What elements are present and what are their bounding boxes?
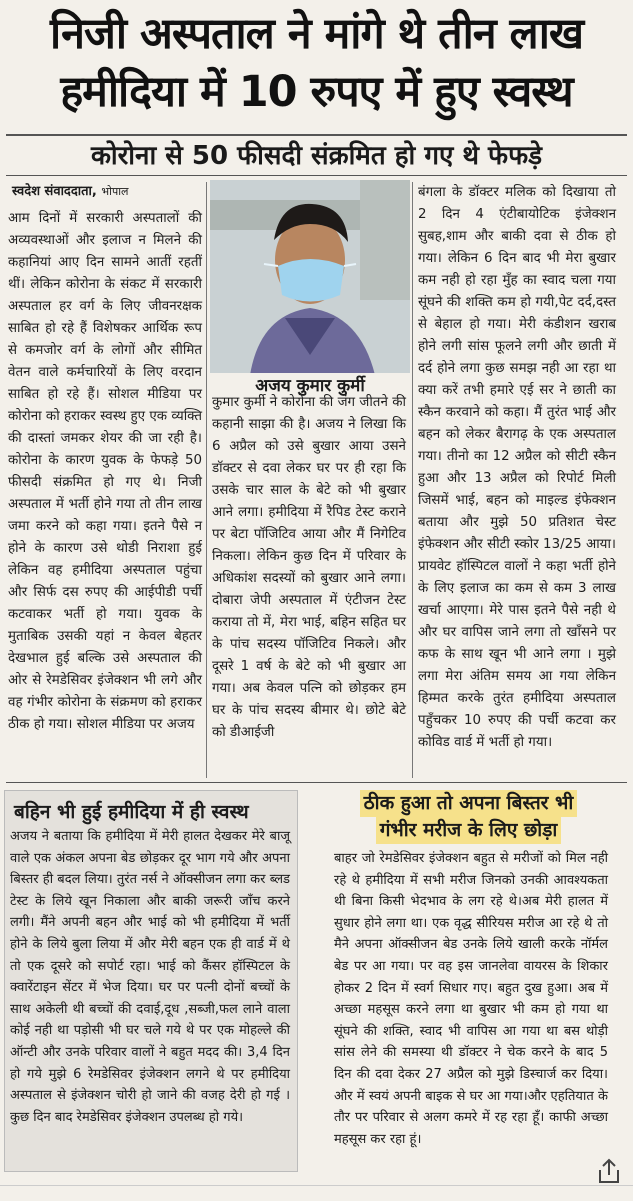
box2-body: बाहर जो रेमडेसिवर इंजेक्शन बहुत से मरीजों को मिल नही रहे थे हमीदिया में सभी मरीज जिनको उनकी आवश्यकता थी बिना किसी भेदभाव के लग रहे थे।अब मेरी हालत में सुधार होने लगा था। एक वृद्ध सीरियस मरीज आ रहे थे तो मैने अपना ऑक्सीजन बेड उनके लिये खाली करके नॉर्मल बेड पर आ गया। पर वह इस जानलेवा वायरस के शिकार होकर 2 दिन में स्वर्ग सिधार गए। बहुत दुख हुआ। अब में अच्छा महसूस करने लगा था बुखार भी कम हो गया था सूंघने की शक्ति, स्वाद भी वापिस आ गया था बस थोड़ी सांस लेने की समस्या थी डॉक्टर ने चेक करने के बाद 5 दिन की दवा देकर 27 अप्रैल को मुझे डिस्चार्ज कर दिया।और में स्वयं अपनी बाइक से घर आ गया।और एहतियात के तौर पर परिवार से अलग कमरे में रह रहा हूँ। काफी अच्छा महसूस कर रहा हूं।: [334, 851, 608, 1147]
headline-line1: निजी अस्पताल ने मांगे थे तीन लाख: [49, 9, 584, 59]
box2-title: [316, 790, 621, 844]
photo-caption: अजय कुमार कुर्मी: [210, 373, 410, 393]
deck-subheadline: कोरोना से 50 फीसदी संक्रमित हो गए थे फेफड़े: [90, 141, 543, 171]
share-icon-glyph: [594, 1157, 624, 1185]
headline-line2: हमीदिया में 10 रुपए में हुए स्वस्थ: [60, 67, 573, 117]
byline: [12, 181, 129, 199]
box2-title-line1: ठीक हुआ तो अपना बिस्तर भी: [360, 790, 578, 817]
portrait-photo: [210, 180, 410, 375]
portrait-illustration: [210, 180, 410, 375]
article-column-1: आम दिनों में सरकारी अस्पतालों की अव्यवस्थाओं और इलाज न मिलने की कहानियां आए दिन सामने आतीं रहतीं थीं। लेकिन कोरोना के संकट में सरकारी अस्पताल हर वर्ग के लिए जीवनरक्षक साबित हो रहे हैं विशेषकर आर्थिक रूप से कमजोर वर्ग के लोगों और सीमित वेतन वाले कर्मचारियों के लिए वरदान साबित हो रहे हैं। सोशल मीडिया पर कोरोना को हराकर स्वस्थ हुए एक व्यक्ति की दास्तां जमकर शेयर की जा रही है। कोरोना के कारण युवक के फेफड़े 50 फीसदी संक्रमित हो गए थे। निजी अस्पताल में भर्ती होने गया तो तीन लाख जमा करने को कहा गया। इतने पैसे न होने के कारण उसे थोडी निराशा हुई लेकिन वह हमीदिया अस्पताल पहुंचा और सिर्फ दस रुपए की आईपीडी पर्ची कटवाकर भर्ती हो गया। युवक के मुताबिक उसकी यहां न केवल बेहतर देखभाल हुई बल्कि उसे अस्पताल की ओर से रेमडेसिवर इंजेक्शन भी लगे और वह गंभीर कोरोना के संक्रमण को हराकर ठीक हो गया। सोशल मीडिया पर अजय: [8, 211, 202, 732]
divider: [6, 175, 627, 176]
divider: [6, 782, 627, 783]
article-column-2: कुमार कुर्मी ने कोरोना की जंग जीतने की कहानी साझा की है। अजय ने लिखा कि 6 अप्रैल को उसे बुखार आया उसने डॉक्टर से दवा लेकर घर पर ही रहा कि उसके चार साल के बेटे को भी बुखार आने लगा। हमीदिया में रैपिड टेस्ट कराने पर बेटा पॉजिटिव आया और मैं निगेटिव निकला। लेकिन कुछ दिन में परिवार के अधिकांश सदस्यों को बुखार आने लगा। दोबारा जेपी अस्पताल में एंटीजन टेस्ट कराया तो में, मेरा भाई, बहिन सहित घर के पांच सदस्य पॉजिटिव निकले। और दूसरे 1 वर्ष के बेटे को भी बुखार आ गया। अब केवल पत्नि को छोड़कर हम घर के पांच सदस्य बीमार थे। छोटे बेटे को डीआईजी: [212, 395, 406, 740]
column-divider: [412, 182, 413, 778]
divider: [6, 134, 627, 136]
box1-title: बहिन भी हुई हमीदिया में ही स्वस्थ: [14, 801, 249, 823]
byline-city: भोपाल: [101, 185, 129, 198]
share-icon[interactable]: [594, 1157, 624, 1185]
byline-name: स्वदेश संवाददाता,: [12, 184, 97, 199]
column-divider: [206, 182, 207, 778]
box2-title-line2: गंभीर मरीज के लिए छोड़ा: [376, 817, 562, 844]
bottom-strip: [0, 1185, 633, 1201]
article-column-3: बंगला के डॉक्टर मलिक को दिखाया तो 2 दिन 4 एंटीबायोटिक इंजेक्शन सुबह,शाम और बाकी दवा से ठीक हो गया। लेकिन 6 दिन बाद भी मेरा बुखार कम नही हो रहा मुँह का स्वाद चला गया सूंघने की शक्ति कम हो गयी,पेट दर्द,दस्त से बेहाल हो गया। मेरी कंडीशन खराब होने लगी सांस फूलने लगी और छाती में दर्द होने लगा कुछ समझ नही आ रहा था क्या करें तभी हमारे एई सर ने छाती का स्कैन करवाने को कहा। मैं तुरंत भाई और बहन को लेकर बैरागढ़ के एक अस्पताल गया। तीनो का 12 अप्रैल को सीटी स्कैन हुआ और 13 अप्रैल को रिपोर्ट मिली जिसमें भाई, बहन को माइल्ड इंफेक्शन बताया और मुझे 50 प्रतिशत चेस्ट इंफेक्शन और सीटी स्कोर 13/25 आया। प्रायवेट हॉस्पिटल वालों ने कहा भर्ती होने के लिए इलाज का कम से कम 3 लाख खर्चा आएगा। मेरे पास इतने पैसे नही थे और घर वापिस जाने लगा तो खाँसने पर कफ के साथ खून भी आने लगा । मुझे लगा मेरा अंतिम समय आ गया लेकिन हिम्मत करके तुरंत हमीदिया अस्पताल पहुँचकर 10 रुपए की पर्ची कटवा कर कोविड वार्ड में भर्ती हो गया।: [418, 185, 616, 750]
box1-body: अजय ने बताया कि हमीदिया में मेरी हालत देखकर मेरे बाजू वाले एक अंकल अपना बेड छोड़कर दूर भाग गये और अपना बिस्तर ही बदल लिया। तुरंत नर्स ने ऑक्सीजन लगा कर ब्लड टेस्ट के लिये खून निकाला और बाकी जरूरी जाँच करने लगी। मैंने अपनी बहन और भाई को भी हमीदिया में भर्ती होने के लिये बुला लिया में और मेरी बहन एक ही वार्ड में थे तो एक दूसरे को सपोर्ट रहा। भाई को कैंसर हॉस्पिटल के क्वारेंटाइन सेंटर में भेज दिया। घर पर पत्नी दोनों बच्चों के साथ अकेली थी बच्चों की दवाई,दूध ,सब्जी,फल लाने वाला कोई नही था पड़ोसी भी घर चले गये थे पर एक मोहल्ले की ऑन्टी और उनके परिवार वालों ने बहुत मदद की। 3,4 दिन हो गये मुझे 6 रेमडेसिवर इंजेक्शन लगने थे पर हमीदिया अस्पताल से इंजेक्शन चोरी हो जाने की वजह देरी हो गई । कुछ दिन बाद रेमडेसिवर इंजेक्शन उपलब्ध हो गये।: [10, 829, 290, 1125]
